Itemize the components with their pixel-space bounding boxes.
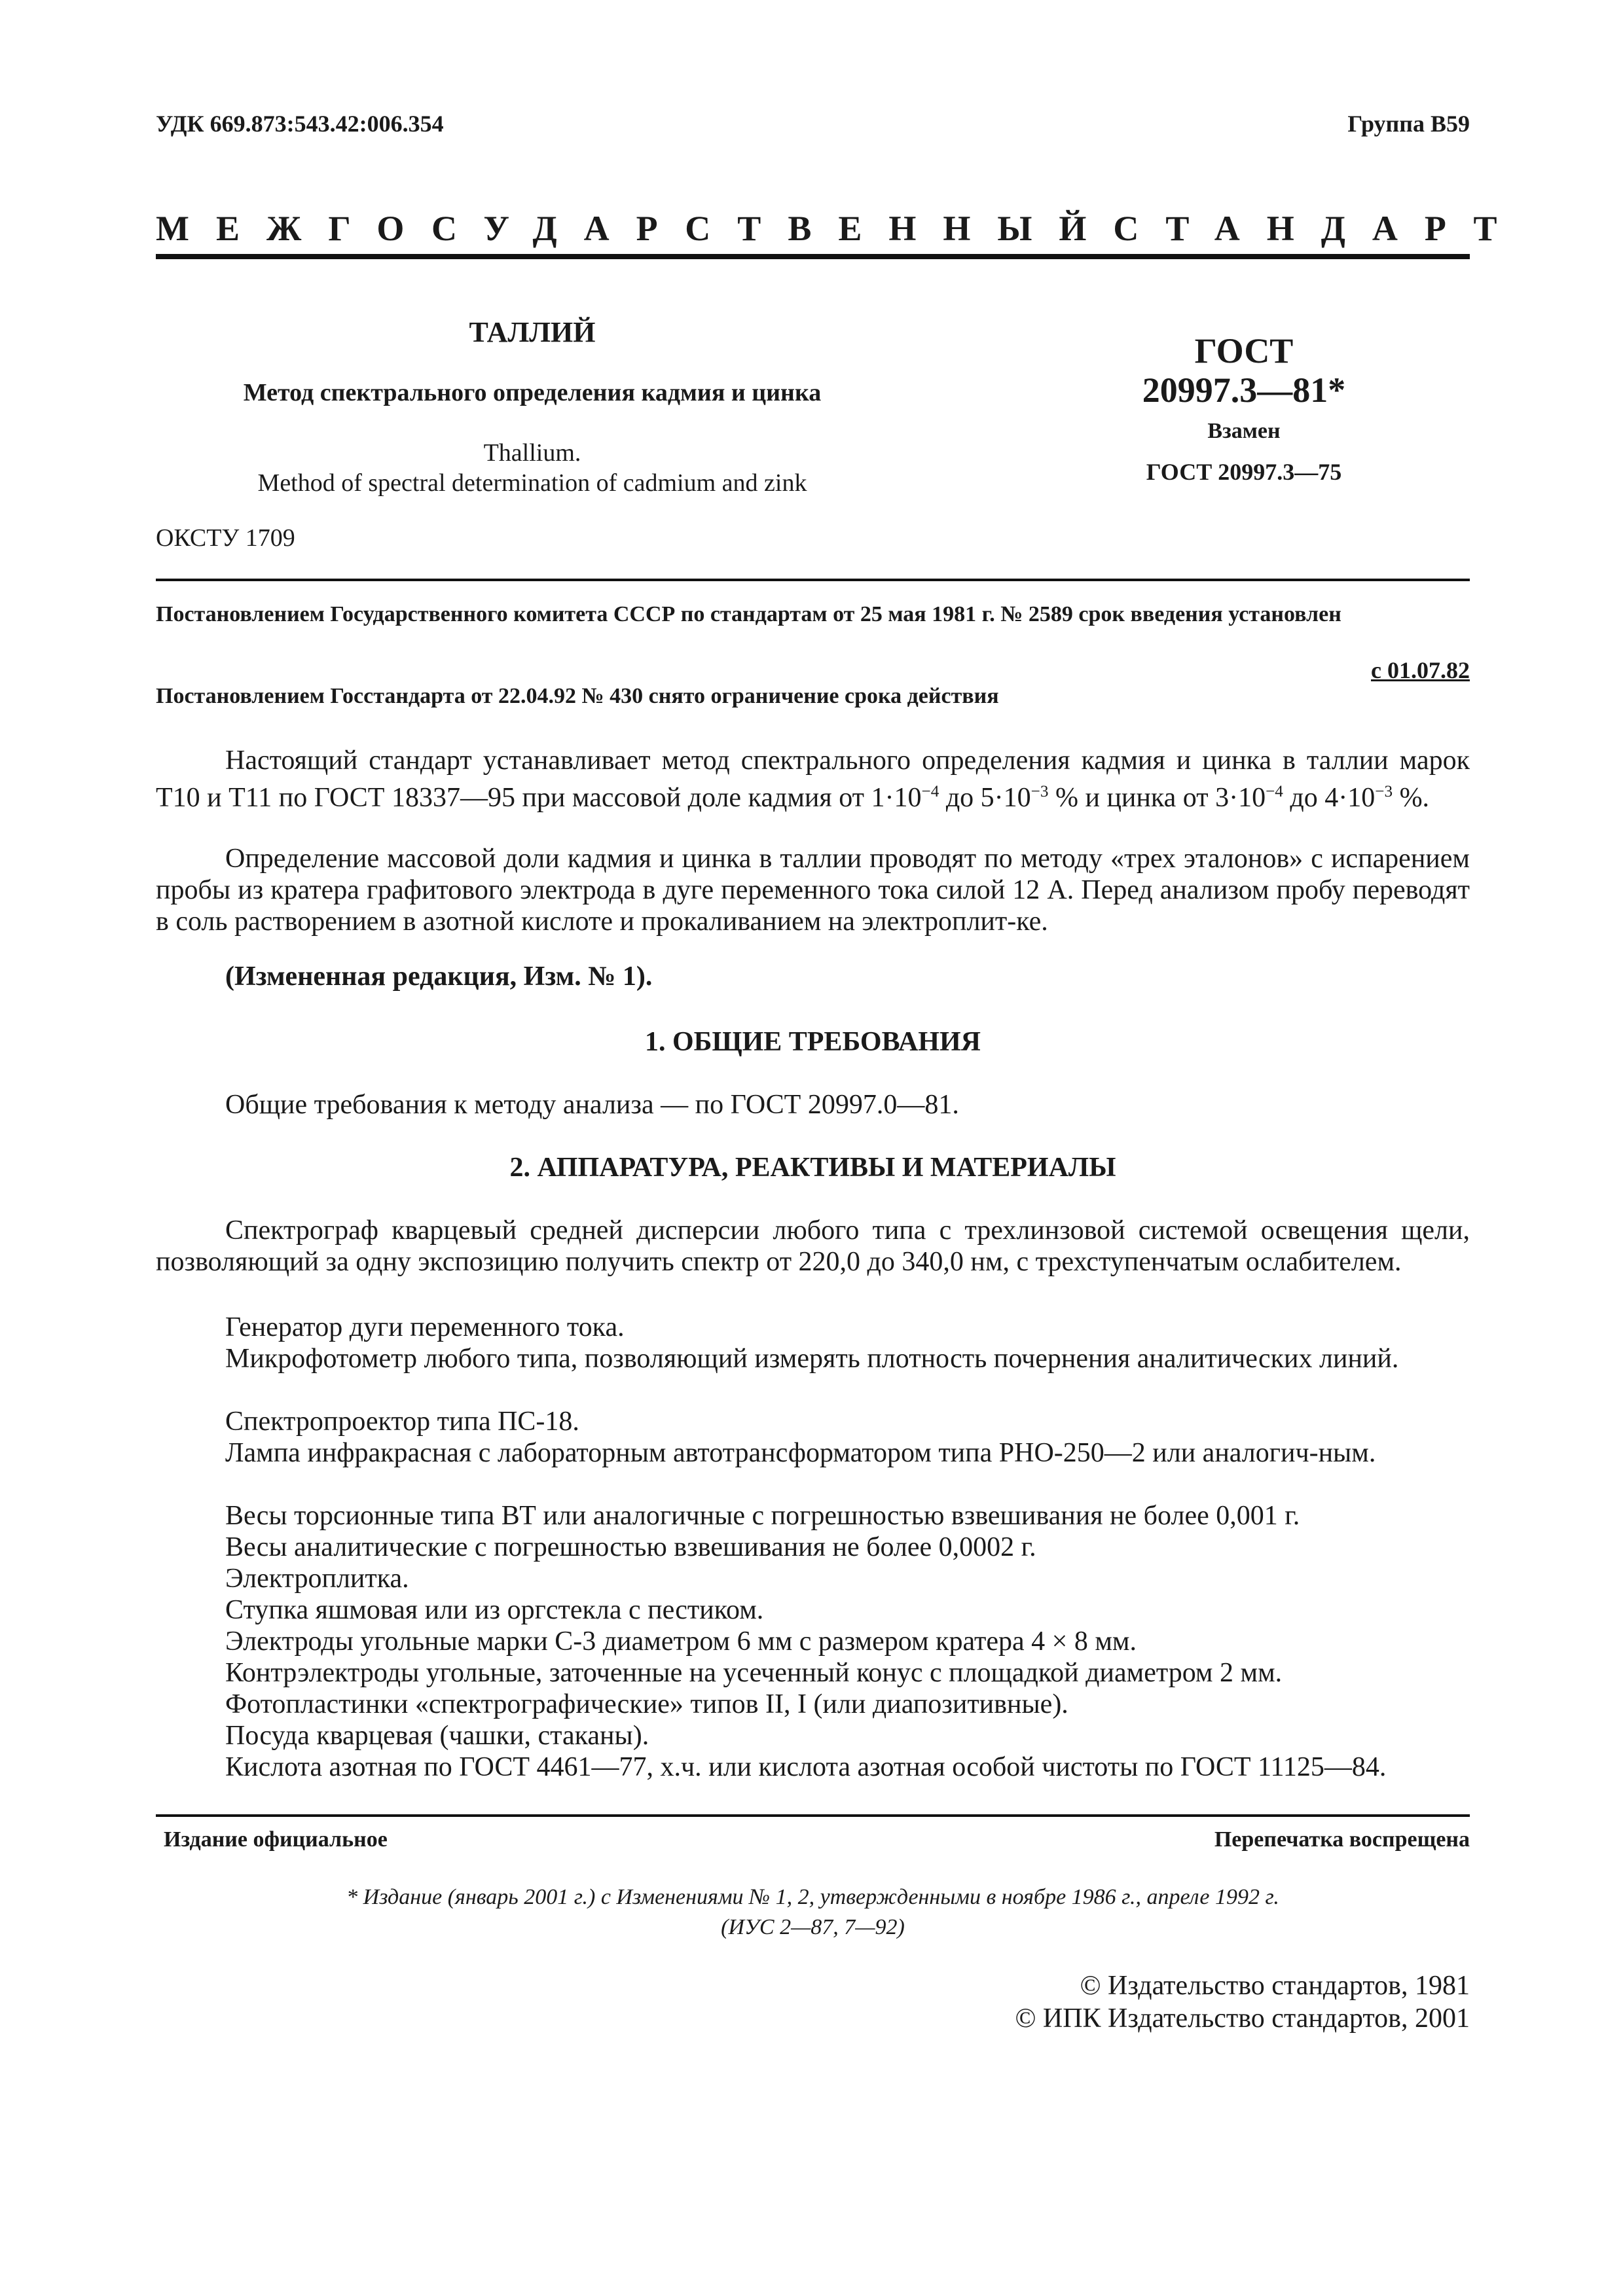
item-counter-electrodes: Контрэлектроды угольные, заточенные на усеченный конус с площадкой диаметром 2 мм.	[225, 1658, 1283, 1688]
decree-limit-removed: Постановлением Госстандарта от 22.04.92 № 430 снято ограничение срока действия	[156, 684, 999, 708]
replaced-gost: ГОСТ 20997.3—75	[1146, 459, 1342, 485]
gost-number: 20997.3—81*	[1142, 370, 1346, 410]
section-1-text: Общие требования к методу анализа — по ГОСТ 20997.0—81.	[225, 1090, 959, 1120]
decree-introduction: Постановлением Государственного комитета СССР по стандартам от 25 мая 1981 г. № 2589 срок введения установлен	[156, 602, 1341, 626]
replaces-label: Взамен	[1207, 419, 1281, 443]
group-code: Группа В59	[1347, 111, 1470, 137]
banner-word-standard: СТАНДАРТ	[1113, 209, 1524, 248]
udk-code: УДК 669.873:543.42:006.354	[156, 111, 444, 137]
footer-rule	[156, 1814, 1470, 1817]
english-subtitle: Method of spectral determination of cadmium and zink	[257, 469, 807, 497]
reprint-prohibited: Перепечатка воспрещена	[1214, 1827, 1470, 1852]
item-hotplate: Электроплитка.	[225, 1564, 409, 1594]
item-nitric-acid: Кислота азотная по ГОСТ 4461—77, х.ч. или кислота азотная особой чистоты по ГОСТ 11125—84.	[225, 1752, 1387, 1782]
copyright-1981: © Издательство стандартов, 1981	[1080, 1971, 1470, 2001]
okstu-code: ОКСТУ 1709	[156, 524, 295, 552]
item-spectrograph: Спектрограф кварцевый средней дисперсии любого типа с трехлинзовой системой освещения щели, позволяющий за одну экспозицию получить спектр от 220,0 до 340,0 нм, с трехступенчатым ослабителем.	[156, 1215, 1470, 1277]
intro-paragraph-scope: Настоящий стандарт устанавливает метод спектрального определения кадмия и цинка в таллии марок Т10 и Т11 по ГОСТ 18337—95 при массовой доле кадмия от $1\cdot 10^{-4}$ до $5\cdot 10^{-3}$ % и цинка от $3\cdot 10^{-4}$ до $4\cdot 10^{-3}$ %.	[156, 745, 1470, 813]
edition-note: * Издание (январь 2001 г.) с Изменениями № 1, 2, утвержденными в ноябре 1986 г., апреле 1992 г.	[346, 1885, 1279, 1909]
english-title: Thallium.	[483, 439, 581, 467]
header-rule	[156, 254, 1470, 259]
item-photoplates: Фотопластинки «спектрографические» типов II, I (или диапозитивные).	[225, 1689, 1068, 1719]
section-2-heading: 2. АППАРАТУРА, РЕАКТИВЫ И МАТЕРИАЛЫ	[509, 1153, 1116, 1183]
standard-banner	[156, 208, 1524, 249]
edition-note-ius: (ИУС 2—87, 7—92)	[721, 1915, 905, 1939]
official-edition: Издание официальное	[164, 1827, 388, 1852]
section-1-heading: 1. ОБЩИЕ ТРЕБОВАНИЯ	[645, 1027, 981, 1057]
banner-word-interstate: МЕЖГОСУДАРСТВЕННЫЙ	[156, 209, 1114, 248]
item-generator: Генератор дуги переменного тока.	[225, 1312, 625, 1342]
item-analytical-scales: Весы аналитические с погрешностью взвешивания не более 0,0002 г.	[225, 1532, 1036, 1562]
item-quartz-ware: Посуда кварцевая (чашки, стаканы).	[225, 1721, 649, 1751]
item-lamp: Лампа инфракрасная с лабораторным автотрансформатором типа РНО-250—2 или аналогич-ным.	[225, 1438, 1376, 1468]
title-rule	[156, 579, 1470, 581]
item-microphotometer: Микрофотометр любого типа, позволяющий измерять плотность почернения аналитических линий.	[225, 1344, 1399, 1374]
gost-label: ГОСТ	[1194, 331, 1294, 370]
item-electrodes: Электроды угольные марки С-3 диаметром 6 мм с размером кратера 4 × 8 мм.	[225, 1626, 1137, 1657]
document-title: ТАЛЛИЙ	[469, 316, 596, 348]
copyright-2001: © ИПК Издательство стандартов, 2001	[1015, 2003, 1470, 2034]
amendment-note: (Измененная редакция, Изм. № 1).	[225, 961, 653, 992]
date-introduced: с 01.07.82	[1371, 657, 1470, 683]
item-mortar: Ступка яшмовая или из оргстекла с пестиком.	[225, 1595, 764, 1625]
item-torsion-scales: Весы торсионные типа ВТ или аналогичные с погрешностью взвешивания не более 0,001 г.	[225, 1501, 1300, 1531]
intro-paragraph-method: Определение массовой доли кадмия и цинка в таллии проводят по методу «трех эталонов» с испарением пробы из кратера графитового электрода в дуге переменного тока силой 12 А. Перед анализом пробу переводят в соль растворением в азотной кислоте и прокаливанием на электроплит-ке.	[156, 844, 1470, 937]
item-projector: Спектропроектор типа ПС-18.	[225, 1407, 579, 1437]
document-subtitle: Метод спектрального определения кадмия и цинка	[243, 379, 822, 406]
